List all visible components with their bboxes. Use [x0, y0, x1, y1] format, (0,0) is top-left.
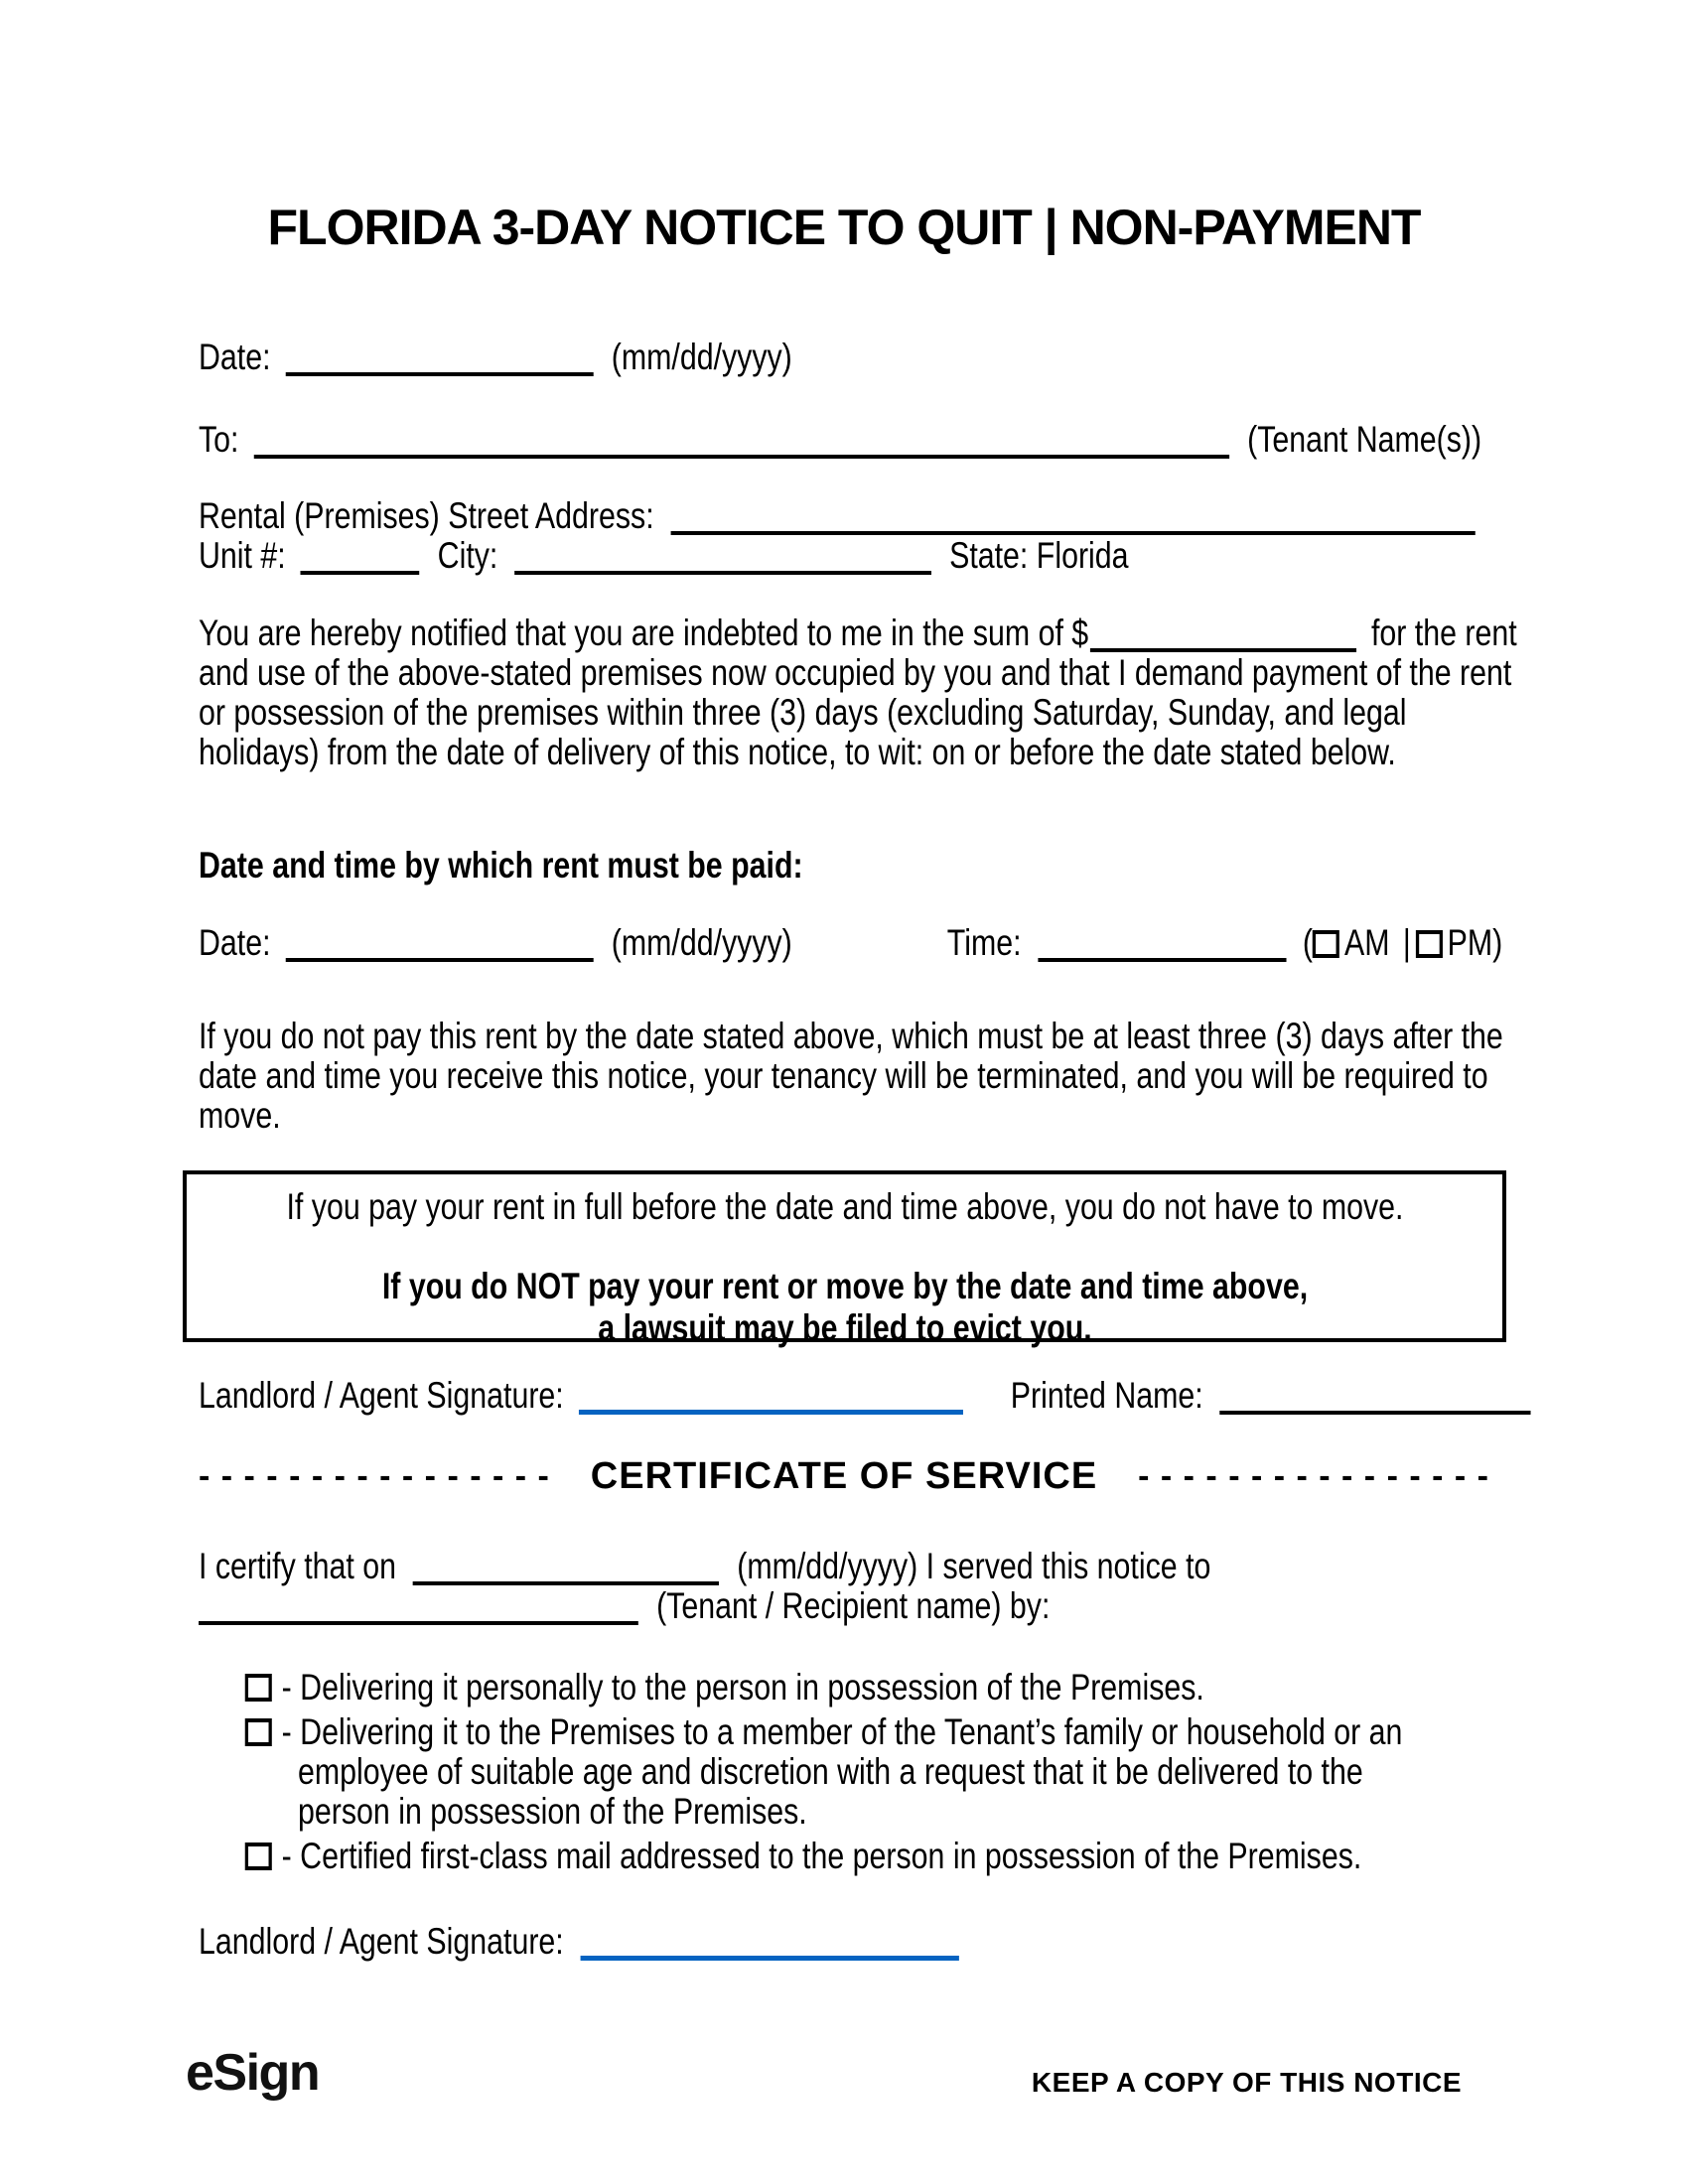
rental-address-label: Rental (Premises) Street Address: [199, 495, 654, 536]
ampm-paren-close: ) [1492, 922, 1503, 963]
rent-due-datetime-row [199, 922, 1503, 963]
ampm-separator: | [1402, 922, 1411, 963]
certify-after: (mm/dd/yyyy) I served this notice to [737, 1546, 1211, 1586]
personal-delivery-checkbox[interactable] [245, 1674, 272, 1702]
landlord-signature-input-line[interactable] [579, 1380, 963, 1415]
warning-line2: date and time you receive this notice, your tenancy will be terminated, and you will be required to [199, 1055, 1488, 1096]
service-method-item [245, 1837, 1489, 1876]
notice-line2: and use of the above-stated premises now occupied by you and that I demand payment of the rent [199, 652, 1512, 693]
city-input-line[interactable] [514, 541, 931, 575]
method-dash: - [281, 1836, 292, 1876]
am-checkbox[interactable] [1313, 930, 1339, 958]
pm-label: PM [1447, 922, 1493, 963]
bottom-signature-label: Landlord / Agent Signature: [199, 1921, 564, 1962]
notice-paragraph [199, 613, 1517, 772]
pm-checkbox[interactable] [1416, 930, 1443, 958]
to-label: To: [199, 419, 239, 460]
time-input-line[interactable] [1038, 928, 1286, 962]
date-input-line[interactable] [286, 342, 594, 376]
page-title: FLORIDA 3-DAY NOTICE TO QUIT | NON-PAYMENT [267, 200, 1421, 255]
service-method-item [245, 1712, 1489, 1832]
method-2-text-line3: person in possession of the Premises. [298, 1791, 807, 1832]
notice-line3: or possession of the premises within three (3) days (excluding Saturday, Sunday, and legal [199, 692, 1407, 733]
due-date-input-line[interactable] [286, 928, 594, 962]
service-method-item [245, 1668, 1489, 1707]
unit-label: Unit #: [199, 535, 286, 576]
due-date-format-hint: (mm/dd/yyyy) [611, 922, 792, 963]
unit-input-line[interactable] [301, 541, 420, 575]
signature-row [199, 1376, 1489, 1416]
certificate-dashes-left: - - - - - - - - - - - - - - - - [199, 1457, 550, 1495]
box-line3: a lawsuit may be filed to evict you. [598, 1307, 1092, 1348]
method-1-text: Delivering it personally to the person in possession of the Premises. [300, 1667, 1204, 1707]
method-dash: - [281, 1711, 292, 1752]
notice-line1-before: You are hereby notified that you are indebted to me in the sum of $ [199, 613, 1089, 653]
method-2-text-line2: employee of suitable age and discretion with a request that it be delivered to the [298, 1751, 1363, 1792]
warning-line1: If you do not pay this rent by the date stated above, which must be at least three (3) days after the [199, 1016, 1503, 1056]
box-line2: If you do NOT pay your rent or move by the date and time above, [381, 1266, 1309, 1306]
warning-line3: move. [199, 1095, 281, 1136]
date-format-hint: (mm/dd/yyyy) [611, 337, 792, 377]
warning-paragraph [199, 1016, 1503, 1136]
rent-due-heading-row [199, 846, 1489, 886]
certified-mail-checkbox[interactable] [245, 1843, 272, 1870]
date-row [199, 338, 1489, 377]
certify-statement [199, 1547, 1489, 1626]
state-label: State: Florida [949, 535, 1129, 576]
notice-line4: holidays) from the date of delivery of this notice, to wit: on or before the date stated below. [199, 732, 1396, 772]
certify-recipient-hint: (Tenant / Recipient name) by: [656, 1585, 1051, 1626]
tenant-name-input-line[interactable] [253, 425, 1228, 459]
street-address-input-line[interactable] [670, 501, 1475, 535]
rental-address-block [199, 496, 1489, 576]
bottom-signature-row [199, 1922, 1489, 1962]
method-3-text: Certified first-class mail addressed to the person in possession of the Premises. [300, 1836, 1362, 1876]
due-date-label: Date: [199, 922, 271, 963]
certificate-heading: CERTIFICATE OF SERVICE [590, 1455, 1098, 1497]
box-line1: If you pay your rent in full before the date and time above, you do not have to move. [286, 1186, 1404, 1227]
service-method-list [199, 1668, 1489, 1881]
landlord-signature-label: Landlord / Agent Signature: [199, 1375, 564, 1416]
notice-line1-after: for the rent [1370, 613, 1517, 653]
method-dash: - [281, 1667, 292, 1707]
ampm-paren-open: ( [1302, 922, 1314, 963]
eviction-notice-box [183, 1170, 1506, 1348]
certify-before: I certify that on [199, 1546, 396, 1586]
city-label: City: [437, 535, 498, 576]
keep-copy-note: KEEP A COPY OF THIS NOTICE [1031, 2067, 1462, 2098]
amount-input-line[interactable] [1090, 618, 1356, 652]
bottom-signature-input-line[interactable] [580, 1926, 958, 1961]
printed-name-input-line[interactable] [1219, 1381, 1530, 1415]
am-label: AM [1343, 922, 1390, 963]
tenant-hint: (Tenant Name(s)) [1247, 419, 1482, 460]
rent-due-heading: Date and time by which rent must be paid: [199, 845, 803, 886]
time-label: Time: [946, 922, 1022, 963]
household-delivery-checkbox[interactable] [245, 1718, 272, 1746]
certify-date-input-line[interactable] [413, 1552, 719, 1585]
date-label: Date: [199, 337, 271, 377]
certify-recipient-input-line[interactable] [199, 1591, 638, 1625]
certificate-dashes-right: - - - - - - - - - - - - - - - - [1138, 1457, 1489, 1495]
printed-name-label: Printed Name: [1010, 1375, 1203, 1416]
to-row [199, 420, 1489, 460]
method-2-text-line1: Delivering it to the Premises to a member of the Tenant’s family or household or an [300, 1711, 1403, 1752]
esign-logo: eSign [186, 2044, 320, 2102]
certificate-heading-row [199, 1455, 1489, 1498]
